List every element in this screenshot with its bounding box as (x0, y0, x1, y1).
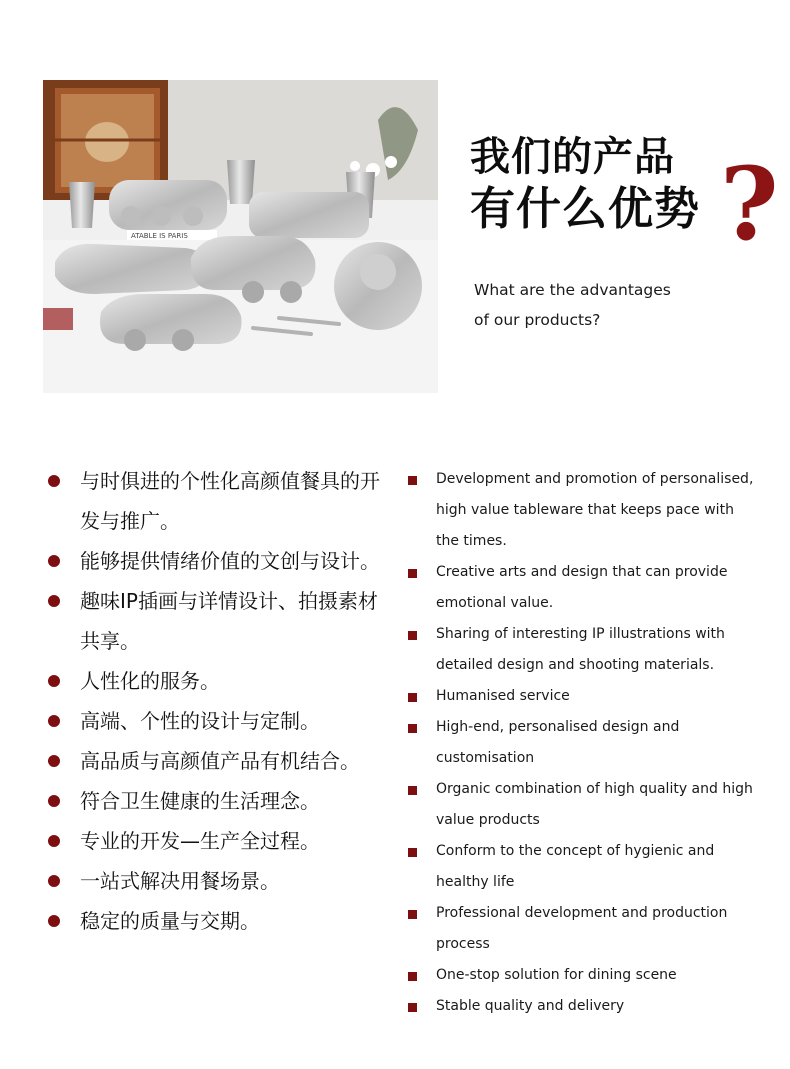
en-list-item (405, 960, 755, 991)
en-item-text: One-stop solution for dining scene (436, 967, 677, 983)
cn-list-item (46, 541, 386, 581)
bullet-square-icon (408, 910, 417, 919)
chinese-advantages-list (46, 461, 386, 941)
cn-list-item (46, 781, 386, 821)
en-list-item (405, 774, 755, 836)
cn-list-item (46, 581, 386, 661)
cn-item-text: 趣味IP插画与详情设计、拍摄素材共享。 (80, 589, 378, 653)
subtitle-line-1: What are the advantages (474, 281, 671, 299)
cn-item-text: 高品质与高颜值产品有机结合。 (80, 749, 360, 773)
bullet-dot-icon (48, 875, 60, 887)
cn-list-item (46, 901, 386, 941)
question-mark-icon: ? (720, 145, 779, 263)
headline-line-2: 有什么优势 (470, 182, 701, 235)
cn-list-item (46, 661, 386, 701)
en-list-item (405, 991, 755, 1022)
en-item-text: Organic combination of high quality and high value products (436, 781, 753, 828)
cn-list-item (46, 701, 386, 741)
bullet-dot-icon (48, 915, 60, 927)
en-item-text: Development and promotion of personalised, high value tableware that keeps pace with the times. (436, 471, 754, 549)
bullet-square-icon (408, 693, 417, 702)
cn-list-item (46, 741, 386, 781)
en-item-text: Creative arts and design that can provide emotional value. (436, 564, 728, 611)
bullet-dot-icon (48, 835, 60, 847)
subtitle-line-2: of our products? (474, 311, 601, 329)
cn-list-item (46, 821, 386, 861)
bullet-square-icon (408, 848, 417, 857)
bullet-square-icon (408, 1003, 417, 1012)
cn-item-text: 稳定的质量与交期。 (80, 909, 260, 933)
bullet-dot-icon (48, 475, 60, 487)
bullet-square-icon (408, 631, 417, 640)
cn-item-text: 与时俱进的个性化高颜值餐具的开发与推广。 (80, 469, 380, 533)
english-advantages-list (405, 464, 755, 1022)
bullet-square-icon (408, 786, 417, 795)
bullet-dot-icon (48, 715, 60, 727)
en-list-item (405, 898, 755, 960)
cn-item-text: 符合卫生健康的生活理念。 (80, 789, 320, 813)
bullet-square-icon (408, 972, 417, 981)
headline (470, 133, 700, 237)
cn-item-text: 能够提供情绪价值的文创与设计。 (80, 549, 380, 573)
product-photo (43, 80, 438, 393)
photo-sign-text: ATABLE IS PARIS (131, 232, 188, 240)
en-list-item (405, 681, 755, 712)
en-item-text: Humanised service (436, 688, 570, 704)
cn-item-text: 人性化的服务。 (80, 669, 220, 693)
bullet-dot-icon (48, 555, 60, 567)
cn-item-text: 专业的开发—生产全过程。 (80, 829, 320, 853)
headline-line-1: 我们的产品 (470, 134, 675, 180)
bullet-dot-icon (48, 795, 60, 807)
bullet-dot-icon (48, 755, 60, 767)
cn-list-item (46, 461, 386, 541)
bullet-dot-icon (48, 675, 60, 687)
en-list-item (405, 464, 755, 557)
en-item-text: Conform to the concept of hygienic and healthy life (436, 843, 715, 890)
cn-item-text: 高端、个性的设计与定制。 (80, 709, 320, 733)
en-list-item (405, 619, 755, 681)
en-list-item (405, 836, 755, 898)
bullet-square-icon (408, 476, 417, 485)
bullet-square-icon (408, 724, 417, 733)
en-item-text: Professional development and production process (436, 905, 728, 952)
tableware-illustration (43, 80, 438, 393)
subtitle (474, 275, 734, 335)
en-item-text: Stable quality and delivery (436, 998, 625, 1014)
cn-item-text: 一站式解决用餐场景。 (80, 869, 280, 893)
bullet-dot-icon (48, 595, 60, 607)
bullet-square-icon (408, 569, 417, 578)
en-list-item (405, 712, 755, 774)
en-list-item (405, 557, 755, 619)
en-item-text: High-end, personalised design and customisation (436, 719, 680, 766)
cn-list-item (46, 861, 386, 901)
en-item-text: Sharing of interesting IP illustrations with detailed design and shooting materials. (436, 626, 725, 673)
